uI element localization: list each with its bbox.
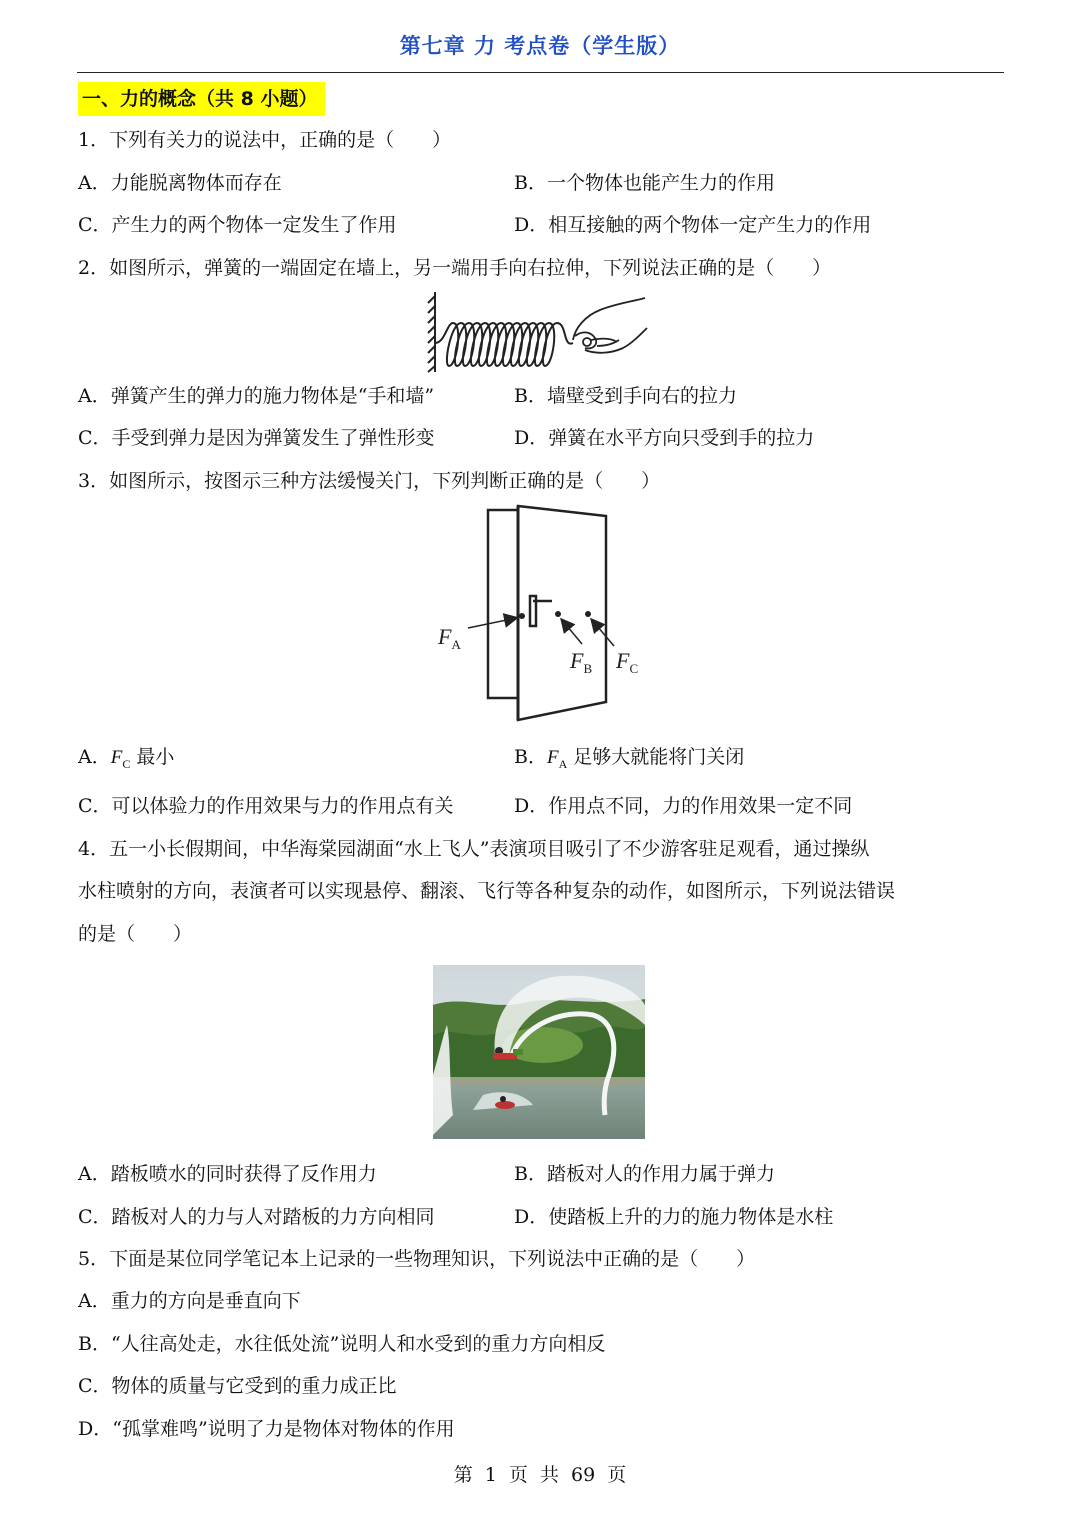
question-4-stem-line-3: 的是（ ） [78,923,193,945]
question-3-option-d: D．作用点不同，力的作用效果一定不同 [514,795,853,817]
label-fb: F [570,648,584,673]
question-4-option-a: A．踏板喷水的同时获得了反作用力 [78,1163,377,1185]
question-5-option-d: D．“孤掌难鸣”说明了力是物体对物体的作用 [78,1418,455,1440]
question-2-option-d: D．弹簧在水平方向只受到手的拉力 [514,427,815,449]
question-1-option-b: B．一个物体也能产生力的作用 [514,172,775,194]
question-4-option-b: B．踏板对人的作用力属于弹力 [514,1163,775,1185]
question-2-option-b: B．墙壁受到手向右的拉力 [514,385,737,407]
question-5-option-a: A．重力的方向是垂直向下 [78,1290,301,1312]
question-1-option-c: C．产生力的两个物体一定发生了作用 [78,214,397,236]
question-4-option-c: C．踏板对人的力与人对踏板的力方向相同 [78,1206,435,1228]
question-1-option-a: A．力能脱离物体而存在 [78,172,282,194]
question-4-stem-line-1: 4．五一小长假期间，中华海棠园湖面“水上飞人”表演项目吸引了不少游客驻足观看，通过操纵 [78,838,870,860]
water-flyer-photo [433,965,645,1139]
label-fb-sub: B [583,661,593,676]
wall-icon [428,292,435,372]
question-2-option-a: A．弹簧产生的弹力的施力物体是“手和墙” [78,385,435,407]
question-4-option-d: D．使踏板上升的力的施力物体是水柱 [514,1206,834,1228]
svg-text:FC [615,648,638,676]
svg-text:FA [437,624,461,652]
question-4-stem-line-2: 水柱喷射的方向，表演者可以实现悬停、翻滚、飞行等各种复杂的动作，如图所示，下列说法错误 [78,880,896,902]
page-header-title: 第七章 力 考点卷（学生版） [399,34,681,58]
label-fc-sub: C [629,661,639,676]
force-point-a [519,613,525,619]
page-footer: 第 1 页 共 69 页 [453,1464,627,1486]
question-1-stem: 1．下列有关力的说法中，正确的是（ ） [78,129,452,151]
label-fa-sub: A [451,637,461,652]
question-3-option-a: A．$F_C$ 最小 [78,746,175,771]
force-point-c [585,611,591,617]
question-1-option-d: D．相互接触的两个物体一定产生力的作用 [514,214,872,236]
spring-icon [435,323,573,366]
question-5-option-c: C．物体的质量与它受到的重力成正比 [78,1375,397,1397]
question-2-stem: 2．如图所示，弹簧的一端固定在墙上，另一端用手向右拉伸，下列说法正确的是（ ） [78,257,832,279]
force-arrow-a [468,618,516,628]
header-divider [77,72,1004,73]
question-3-stem: 3．如图所示，按图示三种方法缓慢关门，下列判断正确的是（ ） [78,470,661,492]
question-5-stem: 5．下面是某位同学笔记本上记录的一些物理知识，下列说法中正确的是（ ） [78,1248,756,1270]
question-5-option-b: B．“人往高处走，水往低处流”说明人和水受到的重力方向相反 [78,1333,606,1355]
question-3-option-c: C．可以体验力的作用效果与力的作用点有关 [78,795,454,817]
hand-icon [573,298,647,353]
spring-hand-figure [425,288,655,374]
question-3-option-b: B．$F_A$ 足够大就能将门关闭 [514,746,745,771]
label-fa: F [438,624,452,649]
question-2-option-c: C．手受到弹力是因为弹簧发生了弹性形变 [78,427,435,449]
label-fc: F [616,648,630,673]
section-title: 一、力的概念（共 8 小题） [78,82,325,116]
force-point-b [555,611,561,617]
door-figure [430,502,660,724]
